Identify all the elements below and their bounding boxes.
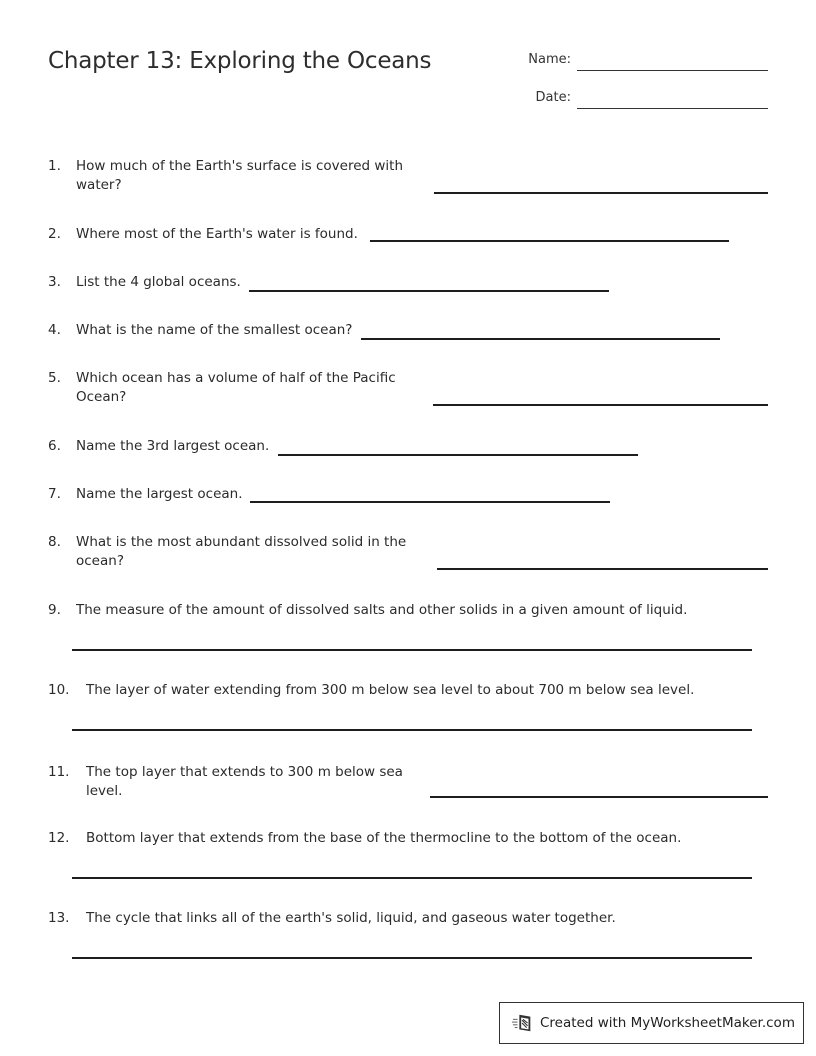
question-text: Name the 3rd largest ocean. <box>76 438 270 454</box>
footer-badge <box>499 1002 804 1044</box>
question-number: 4. <box>48 322 61 338</box>
question-text: The layer of water extending from 300 m below sea level to about 700 m below sea level. <box>86 682 695 698</box>
answer-line[interactable] <box>250 501 610 503</box>
question-text: How much of the Earth's surface is covered with water? <box>76 158 404 193</box>
answer-line[interactable] <box>434 192 768 194</box>
worksheet-logo-icon <box>512 1012 534 1034</box>
answer-line[interactable] <box>72 649 752 651</box>
answer-line[interactable] <box>72 877 752 879</box>
date-field[interactable] <box>577 108 768 109</box>
question-number: 11. <box>48 764 70 780</box>
question-number: 1. <box>48 158 61 174</box>
date-label: Date: <box>535 90 571 105</box>
question-number: 7. <box>48 486 61 502</box>
question-number: 9. <box>48 602 61 618</box>
name-field[interactable] <box>577 70 768 71</box>
answer-line[interactable] <box>370 240 729 242</box>
answer-line[interactable] <box>72 957 752 959</box>
question-number: 8. <box>48 534 61 550</box>
page-title: Chapter 13: Exploring the Oceans <box>48 48 432 74</box>
question-number: 6. <box>48 438 61 454</box>
question-text: Name the largest ocean. <box>76 486 243 502</box>
question-text: List the 4 global oceans. <box>76 274 241 290</box>
name-label: Name: <box>528 52 571 67</box>
answer-line[interactable] <box>361 338 720 340</box>
answer-line[interactable] <box>72 729 752 731</box>
answer-line[interactable] <box>437 568 768 570</box>
question-text: Which ocean has a volume of half of the Pacific Ocean? <box>76 370 396 405</box>
answer-line[interactable] <box>430 796 768 798</box>
answer-line[interactable] <box>278 454 638 456</box>
question-text: Bottom layer that extends from the base of the thermocline to the bottom of the ocean. <box>86 830 682 846</box>
question-text: The measure of the amount of dissolved salts and other solids in a given amount of liquid. <box>76 602 688 618</box>
question-number: 13. <box>48 910 70 926</box>
question-number: 5. <box>48 370 61 386</box>
question-number: 12. <box>48 830 70 846</box>
answer-line[interactable] <box>249 290 609 292</box>
question-text: What is the most abundant dissolved solid in the ocean? <box>76 534 407 569</box>
answer-line[interactable] <box>433 404 768 406</box>
question-text: Where most of the Earth's water is found. <box>76 226 358 242</box>
footer-text: Created with MyWorksheetMaker.com <box>540 1015 795 1031</box>
question-number: 3. <box>48 274 61 290</box>
question-text: The top layer that extends to 300 m below sea level. <box>86 764 403 799</box>
question-number: 2. <box>48 226 61 242</box>
question-number: 10. <box>48 682 70 698</box>
question-text: The cycle that links all of the earth's solid, liquid, and gaseous water together. <box>86 910 616 926</box>
question-text: What is the name of the smallest ocean? <box>76 322 353 338</box>
